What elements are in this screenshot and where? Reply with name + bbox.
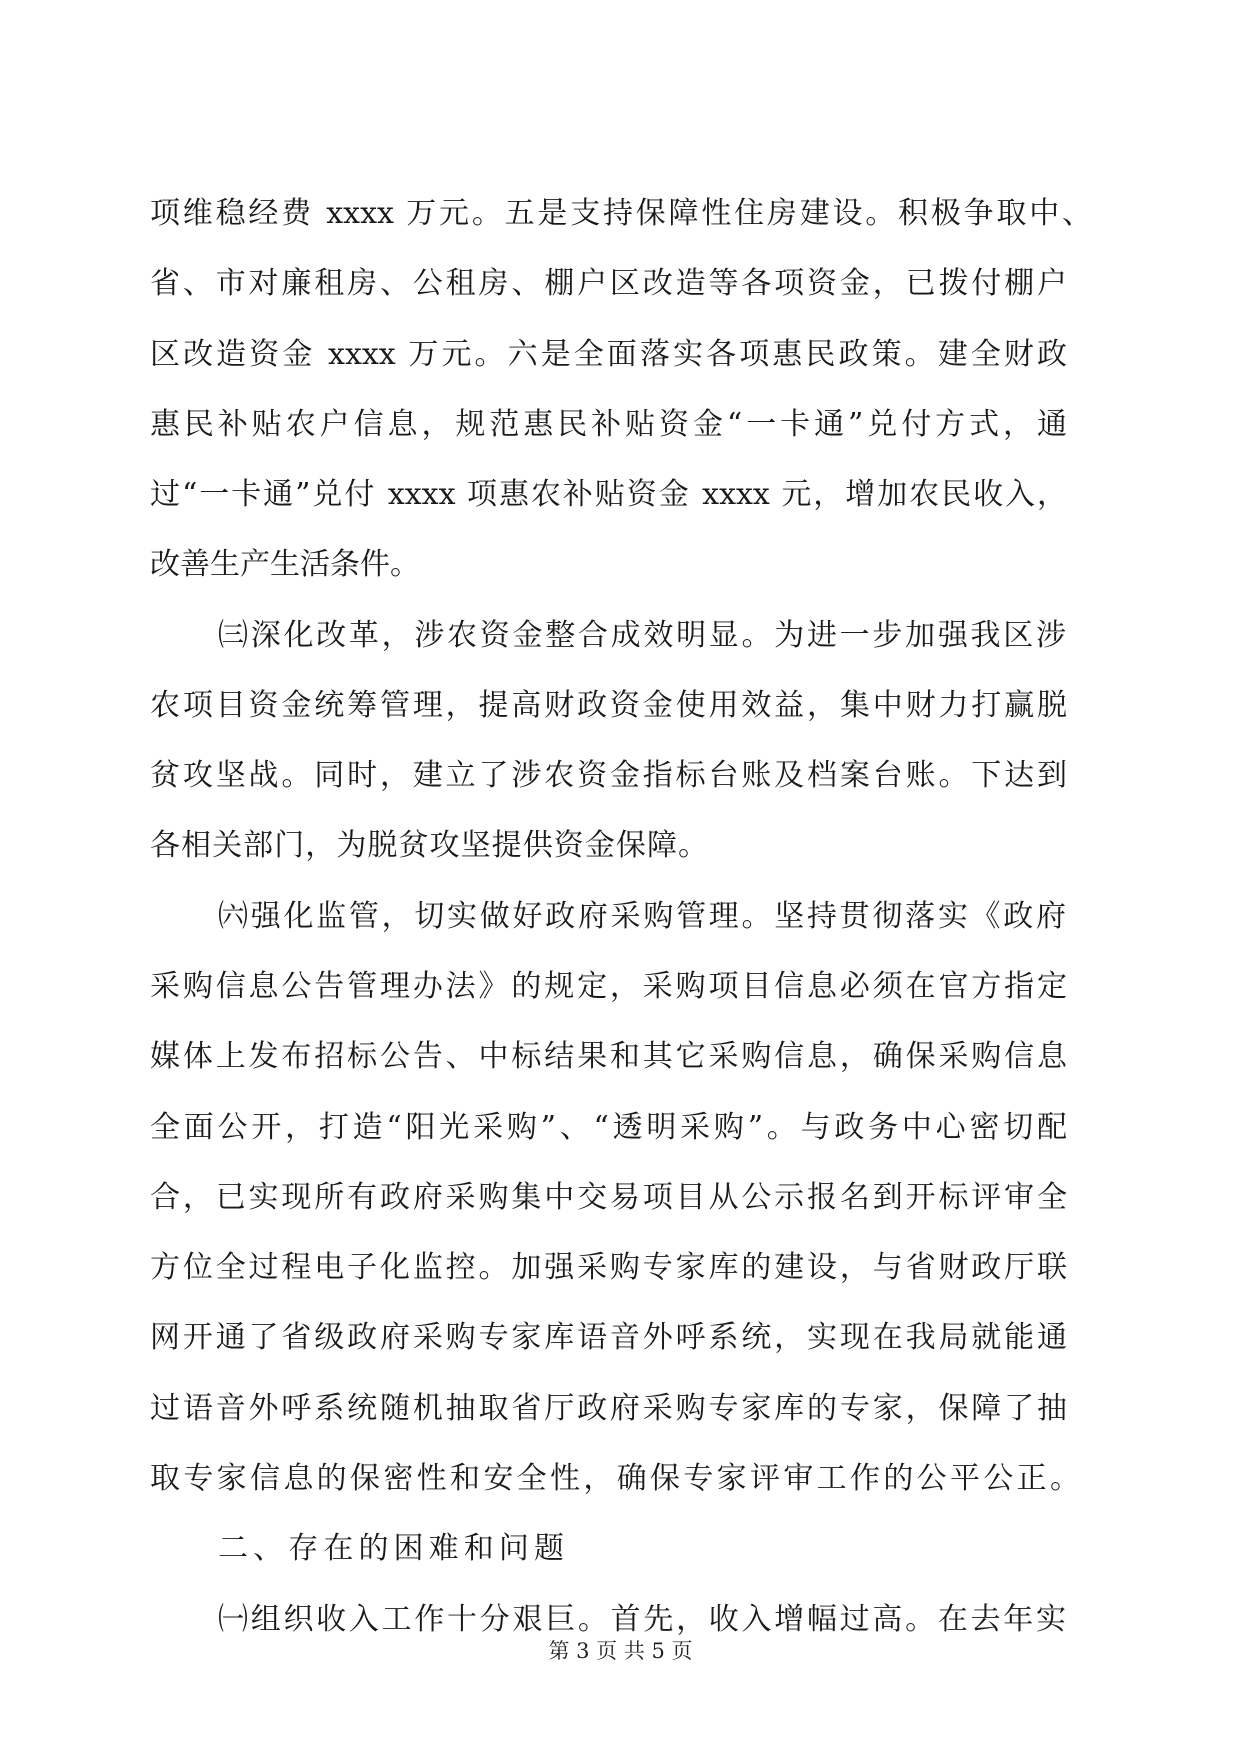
text-line: 农项目资金统筹管理，提高财政资金使用效益，集中财力打赢脱 xyxy=(150,688,1067,723)
text-line: 取专家信息的保密性和安全性，确保专家评审工作的公平公正。 xyxy=(150,1461,1080,1496)
text-line: 贫攻坚战。同时，建立了涉农资金指标台账及档案台账。下达到 xyxy=(150,758,1067,793)
text-line: 各相关部门，为脱贫攻坚提供资金保障。 xyxy=(150,828,708,863)
text-line: ㈥强化监管，切实做好政府采购管理。坚持贯彻落实《政府 xyxy=(218,899,1066,934)
section-heading: 二、存在的困难和问题 xyxy=(218,1531,564,1566)
text-line: 网开通了省级政府采购专家库语音外呼系统，实现在我局就能通 xyxy=(150,1320,1067,1355)
text-line: 采购信息公告管理办法》的规定，采购项目信息必须在官方指定 xyxy=(150,969,1067,1004)
text-line: 全面公开，打造“阳光采购”、“透明采购”。与政务中心密切配 xyxy=(150,1110,1067,1145)
page-footer: 第 3 页 共 5 页 xyxy=(548,1639,693,1663)
text-line: 媒体上发布招标公告、中标结果和其它采购信息，确保采购信息 xyxy=(150,1039,1067,1074)
text-line: 惠民补贴农户信息，规范惠民补贴资金“一卡通”兑付方式，通 xyxy=(150,407,1067,442)
text-line: 省、市对廉租房、公租房、棚户区改造等各项资金，已拨付棚户 xyxy=(150,266,1067,301)
text-line: 过语音外呼系统随机抽取省厅政府采购专家库的专家，保障了抽 xyxy=(150,1391,1067,1426)
text-line: 方位全过程电子化监控。加强采购专家库的建设，与省财政厅联 xyxy=(150,1250,1067,1285)
text-line: 改善生产生活条件。 xyxy=(150,547,420,582)
text-line: ㈢深化改革，涉农资金整合成效明显。为进一步加强我区涉 xyxy=(218,618,1066,653)
text-line: 项维稳经费 xxxx 万元。五是支持保障性住房建设。积极争取中、 xyxy=(150,196,1092,231)
text-line: 区改造资金 xxxx 万元。六是全面落实各项惠民政策。建全财政 xyxy=(150,337,1067,372)
text-line: ㈠组织收入工作十分艰巨。首先，收入增幅过高。在去年实 xyxy=(218,1602,1066,1637)
text-line: 合，已实现所有政府采购集中交易项目从公示报名到开标评审全 xyxy=(150,1180,1067,1215)
text-line: 过“一卡通”兑付 xxxx 项惠农补贴资金 xxxx 元，增加农民收入， xyxy=(150,477,1067,512)
